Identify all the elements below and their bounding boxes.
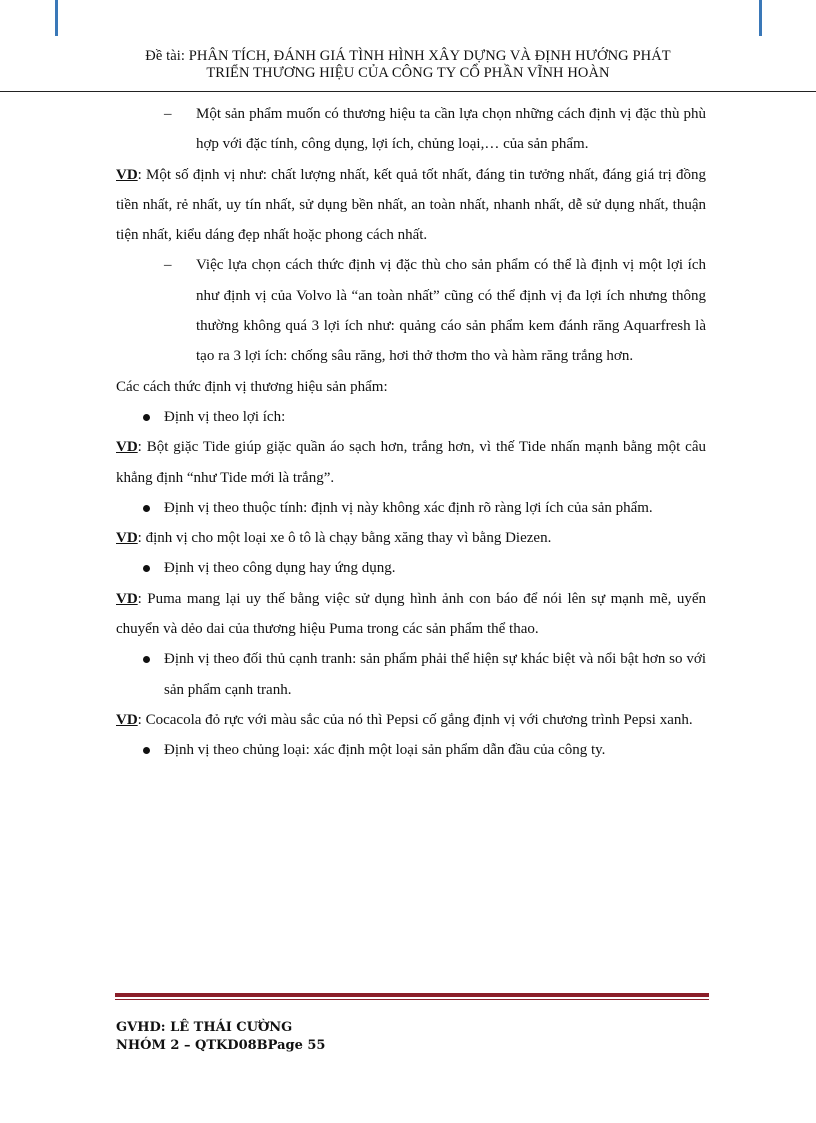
footer-group-page: NHÓM 2 – QTKD08BPage 55: [116, 1038, 326, 1053]
example-paragraph: [116, 432, 706, 493]
example-paragraph: [116, 160, 706, 251]
footer-instructor: GVHD: LÊ THÁI CƯỜNG: [116, 1020, 293, 1035]
page-footer: [116, 1019, 325, 1055]
dash-item-text: Một sản phẩm muốn có thương hiệu ta cần lựa chọn những cách định vị đặc thù phù hợp với đặc tính, công dụng, lợi ích, chủng loại,… của sản phẩm.: [196, 106, 706, 153]
dash-marker: –: [164, 106, 172, 122]
document-body: [116, 99, 706, 766]
methods-intro: Các cách thức định vị thương hiệu sản phẩm:: [116, 378, 388, 395]
bullet-list-item: [116, 493, 706, 523]
bullet-list-item: [116, 402, 706, 432]
page-border-left: [55, 0, 58, 36]
example-text: : Một số định vị như: chất lượng nhất, kết quả tốt nhất, đáng tin tưởng nhất, đáng giá trị đồng tiền nhất, rẻ nhất, uy tín nhất, sử dụng bền nhất, an toàn nhất, nhanh nhất, dễ sử dụng nhất, thuận tiện nhất, kiểu dáng đẹp nhất hoặc phong cách nhất.: [116, 166, 706, 244]
bullet-marker: [143, 505, 150, 512]
example-label: VD: [116, 439, 138, 456]
bullet-list-item: [116, 735, 706, 765]
example-label: VD: [116, 166, 138, 183]
bullet-marker: [143, 565, 150, 572]
dash-list-item: [116, 250, 706, 371]
example-text: : Bột giặc Tide giúp giặc quần áo sạch hơn, trắng hơn, vì thế Tide nhấn mạnh bằng một câu khẳng định “như Tide mới là trắng”.: [116, 439, 706, 486]
dash-list-item: [116, 99, 706, 160]
footer-divider-thick: [115, 993, 709, 997]
footer-divider-thin: [115, 999, 709, 1000]
dash-item-text: Việc lựa chọn cách thức định vị đặc thù cho sản phẩm có thể là định vị một lợi ích như định vị của Volvo là “an toàn nhất” cũng có thể định vị đa lợi ích nhưng thông thường không quá 3 lợi ích như: quảng cáo sản phẩm kem đánh răng Aquarfresh là tạo ra 3 lợi ích: chống sâu răng, hơi thở thơm tho và hàm răng trắng hơn.: [196, 257, 706, 365]
example-text: : Cocacola đỏ rực với màu sắc của nó thì Pepsi cố gắng định vị với chương trình Pepsi xanh.: [137, 711, 693, 728]
bullet-list-item: [116, 644, 706, 705]
example-paragraph: [116, 584, 706, 645]
bullet-item-text: Định vị theo công dụng hay ứng dụng.: [164, 560, 396, 577]
example-label: VD: [116, 590, 138, 607]
example-label: VD: [116, 530, 138, 547]
bullet-list-item: [116, 553, 706, 583]
example-paragraph: [116, 523, 706, 553]
bullet-item-text: Định vị theo thuộc tính: định vị này không xác định rõ ràng lợi ích của sản phẩm.: [164, 499, 653, 516]
bullet-item-text: Định vị theo đối thủ cạnh tranh: sản phẩm phải thể hiện sự khác biệt và nổi bật hơn so với sản phẩm cạnh tranh.: [164, 651, 706, 698]
example-paragraph: [116, 705, 706, 735]
example-text: : Puma mang lại uy thế bằng việc sử dụng hình ảnh con báo để nói lên sự mạnh mẽ, uyển chuyển và dẻo dai của thương hiệu Puma trong các sản phẩm thể thao.: [116, 590, 706, 638]
example-text: : định vị cho một loại xe ô tô là chạy bằng xăng thay vì bằng Diezen.: [137, 530, 552, 547]
page-header: [108, 48, 708, 82]
bullet-marker: [143, 414, 150, 421]
header-title-line-2: TRIỂN THƯƠNG HIỆU CỦA CÔNG TY CỔ PHẦN VĨNH HOÀN: [206, 65, 610, 81]
page-border-right: [759, 0, 762, 36]
header-divider: [0, 91, 816, 92]
header-title-line-1: Đề tài: PHÂN TÍCH, ĐÁNH GIÁ TÌNH HÌNH XÂY DỰNG VÀ ĐỊNH HƯỚNG PHÁT: [145, 48, 671, 64]
example-label: VD: [116, 711, 138, 728]
bullet-marker: [143, 656, 150, 663]
bullet-item-text: Định vị theo chủng loại: xác định một loại sản phẩm dẫn đầu của công ty.: [164, 742, 606, 759]
dash-marker: –: [164, 257, 172, 274]
bullet-marker: [143, 747, 150, 754]
bullet-item-text: Định vị theo lợi ích:: [164, 408, 286, 425]
